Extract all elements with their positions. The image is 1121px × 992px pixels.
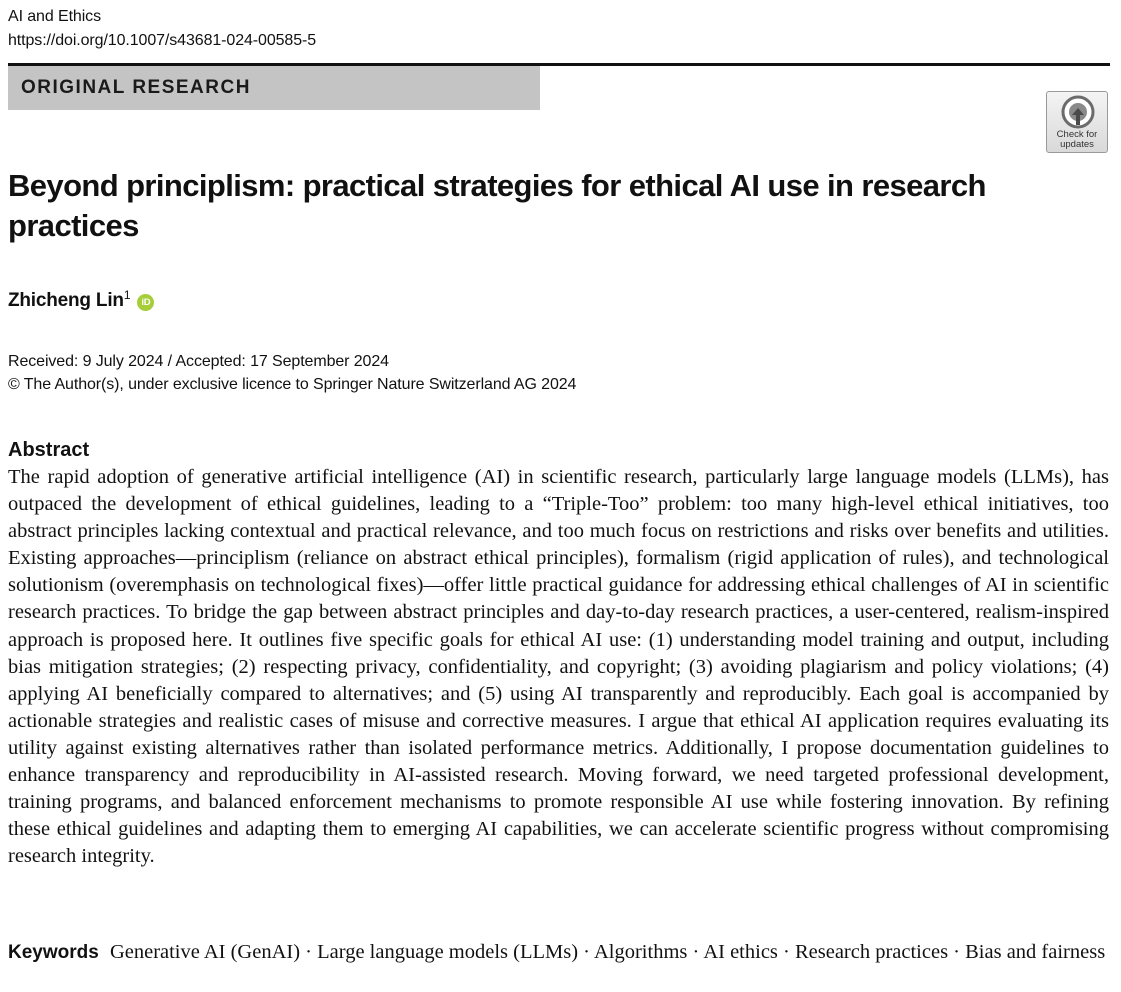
check-for-updates-badge[interactable] — [1046, 91, 1108, 153]
keywords-label: Keywords — [8, 942, 99, 963]
keywords-list: Generative AI (GenAI) · Large language models (LLMs) · Algorithms · AI ethics · Research practices · Bias and fairness — [109, 941, 1106, 963]
crossmark-icon — [1061, 95, 1095, 129]
affiliation-marker[interactable]: 1 — [123, 288, 131, 302]
journal-header — [8, 5, 316, 53]
section-banner — [8, 66, 540, 110]
abstract-heading: Abstract — [8, 439, 90, 461]
doi-link[interactable]: https://doi.org/10.1007/s43681-024-00585-5 — [8, 32, 317, 49]
copyright-notice: © The Author(s), under exclusive licence to Springer Nature Switzerland AG 2024 — [8, 376, 577, 393]
badge-line-1: Check for — [1056, 129, 1098, 140]
author-line — [8, 282, 154, 314]
keywords-section — [8, 938, 1109, 967]
publication-info — [8, 350, 576, 396]
author-name[interactable]: Zhicheng Lin — [8, 290, 124, 311]
abstract-text: The rapid adoption of generative artificial intelligence (AI) in scientific research, particularly large language models (LLMs), has outpaced the development of ethical guidelines, leading to a “Triple-Too” problem: too many high-level ethical initiatives, too abstract principles lacking contextual and practical relevance, and too much focus on restrictions and risks over benefits and utilities. Existing approaches—principlism (reliance on abstract ethical principles), formalism (rigid application of rules), and technological solutionism (overemphasis on technological fixes)—offer little practical guidance for addressing ethical challenges of AI in scientific research practices. To bridge the gap between abstract principles and day-to-day research practices, a user-centered, realism-inspired approach is proposed here. It outlines five specific goals for ethical AI use: (1) understanding model training and output, including bias mitigation strategies; (2) respecting privacy, confidentiality, and copyright; (3) avoiding plagiarism and policy violations; (4) applying AI beneficially compared to alternatives; and (5) using AI transparently and reproducibly. Each goal is accompanied by actionable strategies and realistic cases of misuse and corrective measures. I argue that ethical AI application requires evaluating its utility against existing alternatives rather than isolated performance metrics. Additionally, I propose documentation guidelines to enhance transparency and reproducibility in AI-assisted research. Moving forward, we need targeted professional development, training programs, and balanced enforcement mechanisms to promote responsible AI use while fostering innovation. By refining these ethical guidelines and adapting them to emerging AI capabilities, we can accelerate scientific progress without compromising research integrity. — [8, 466, 1109, 868]
badge-line-2: updates — [1060, 139, 1094, 150]
section-label: ORIGINAL RESEARCH — [21, 77, 251, 98]
journal-name: AI and Ethics — [8, 8, 101, 25]
orcid-icon[interactable]: iD — [137, 294, 154, 311]
badge-label — [1047, 130, 1107, 150]
received-accepted-dates: Received: 9 July 2024 / Accepted: 17 September 2024 — [8, 353, 389, 370]
article-title: Beyond principlism: practical strategies for ethical AI use in research practices — [8, 168, 986, 243]
